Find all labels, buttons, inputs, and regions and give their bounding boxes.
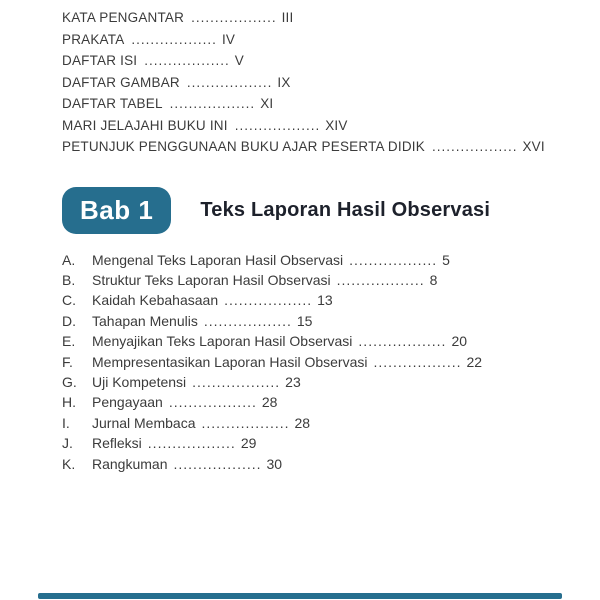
entry-label: Struktur Teks Laporan Hasil Observasi	[92, 271, 331, 288]
entry-page: 30	[266, 455, 283, 472]
toc-entry	[62, 29, 566, 51]
chapter-entry-list	[62, 250, 566, 474]
dot-leader: ..................	[131, 31, 217, 47]
toc-entry-page: IV	[221, 31, 236, 47]
dot-leader: ..................	[336, 271, 425, 288]
toc-entry-label: PETUNJUK PENGGUNAAN BUKU AJAR PESERTA DIDIK	[62, 139, 425, 154]
chapter-entry	[62, 372, 566, 392]
toc-entry-label: KATA PENGANTAR	[62, 10, 185, 25]
chapter-entry	[62, 352, 566, 372]
dot-leader: ..................	[431, 139, 518, 154]
entry-letter: E.	[62, 333, 76, 350]
toc-entry-label: DAFTAR TABEL	[62, 96, 163, 111]
toc-entry-label: DAFTAR ISI	[62, 53, 138, 68]
entry-label: Refleksi	[92, 435, 142, 452]
entry-page: 20	[451, 333, 468, 350]
toc-entry-page: III	[281, 10, 294, 25]
dot-leader: ..................	[203, 312, 292, 329]
entry-page: 28	[294, 414, 311, 431]
dot-leader: ..................	[201, 414, 290, 431]
dot-leader: ..................	[186, 74, 273, 90]
entry-letter: K.	[62, 455, 76, 472]
entry-label: Uji Kompetensi	[92, 373, 187, 390]
toc-entry-label: DAFTAR GAMBAR	[62, 74, 180, 90]
entry-page: 8	[429, 271, 438, 288]
dot-leader: ..................	[168, 394, 257, 411]
entry-letter: C.	[62, 292, 76, 309]
entry-letter: H.	[62, 394, 76, 411]
chapter-header	[62, 187, 566, 235]
dot-leader: ..................	[147, 435, 236, 452]
entry-label: Kaidah Kebahasaan	[92, 292, 219, 309]
entry-label: Jurnal Membaca	[92, 414, 196, 431]
entry-label: Pengayaan	[92, 394, 163, 411]
entry-page: 23	[285, 373, 301, 390]
toc-entry	[62, 72, 566, 94]
toc-entry-page: V	[234, 53, 244, 68]
dot-leader: ..................	[192, 373, 281, 390]
toc-entry	[62, 136, 566, 158]
toc-entry	[62, 93, 566, 115]
toc-entry-label: PRAKATA	[62, 31, 125, 47]
footer-accent-bar	[38, 593, 562, 599]
dot-leader: ..................	[144, 53, 230, 68]
chapter-entry	[62, 454, 566, 474]
chapter-entry	[62, 250, 566, 270]
toc-entry-page: XVI	[522, 139, 545, 154]
entry-page: 13	[317, 292, 333, 309]
chapter-entry	[62, 290, 566, 310]
chapter-entry	[62, 311, 566, 331]
toc-entry	[62, 7, 566, 29]
chapter-entry	[62, 392, 566, 412]
entry-letter: G.	[62, 373, 77, 390]
toc-entry	[62, 50, 566, 72]
toc-entry-label: MARI JELAJAHI BUKU INI	[62, 117, 228, 133]
chapter-entry	[62, 331, 566, 351]
toc-entry-page: XI	[260, 96, 274, 111]
entry-page: 15	[296, 312, 313, 329]
entry-letter: D.	[62, 312, 76, 329]
entry-label: Rangkuman	[92, 455, 168, 472]
entry-page: 29	[240, 435, 257, 452]
chapter-title: Teks Laporan Hasil Observasi	[200, 199, 491, 221]
entry-page: 28	[261, 394, 278, 411]
dot-leader: ..................	[169, 96, 256, 111]
front-matter-list	[62, 7, 566, 158]
entry-letter: I.	[62, 414, 70, 431]
entry-page: 22	[466, 353, 483, 370]
entry-page: 5	[442, 251, 450, 268]
dot-leader: ..................	[224, 292, 313, 309]
entry-letter: A.	[62, 251, 76, 268]
entry-label: Menyajikan Teks Laporan Hasil Observasi	[92, 333, 353, 350]
entry-letter: F.	[62, 353, 73, 370]
entry-letter: B.	[62, 271, 76, 288]
entry-label: Mempresentasikan Laporan Hasil Observasi	[92, 353, 368, 370]
dot-leader: ..................	[349, 251, 438, 268]
entry-letter: J.	[62, 435, 73, 452]
toc-entry	[62, 115, 566, 137]
dot-leader: ..................	[191, 10, 277, 25]
dot-leader: ..................	[173, 455, 262, 472]
chapter-entry	[62, 413, 566, 433]
dot-leader: ..................	[373, 353, 462, 370]
chapter-badge: Bab 1	[62, 187, 171, 234]
dot-leader: ..................	[358, 333, 447, 350]
toc-entry-page: IX	[277, 74, 291, 90]
dot-leader: ..................	[234, 117, 321, 133]
chapter-entry	[62, 270, 566, 290]
entry-label: Mengenal Teks Laporan Hasil Observasi	[92, 251, 344, 268]
toc-entry-page: XIV	[325, 117, 348, 133]
entry-label: Tahapan Menulis	[92, 312, 198, 329]
chapter-entry	[62, 433, 566, 453]
